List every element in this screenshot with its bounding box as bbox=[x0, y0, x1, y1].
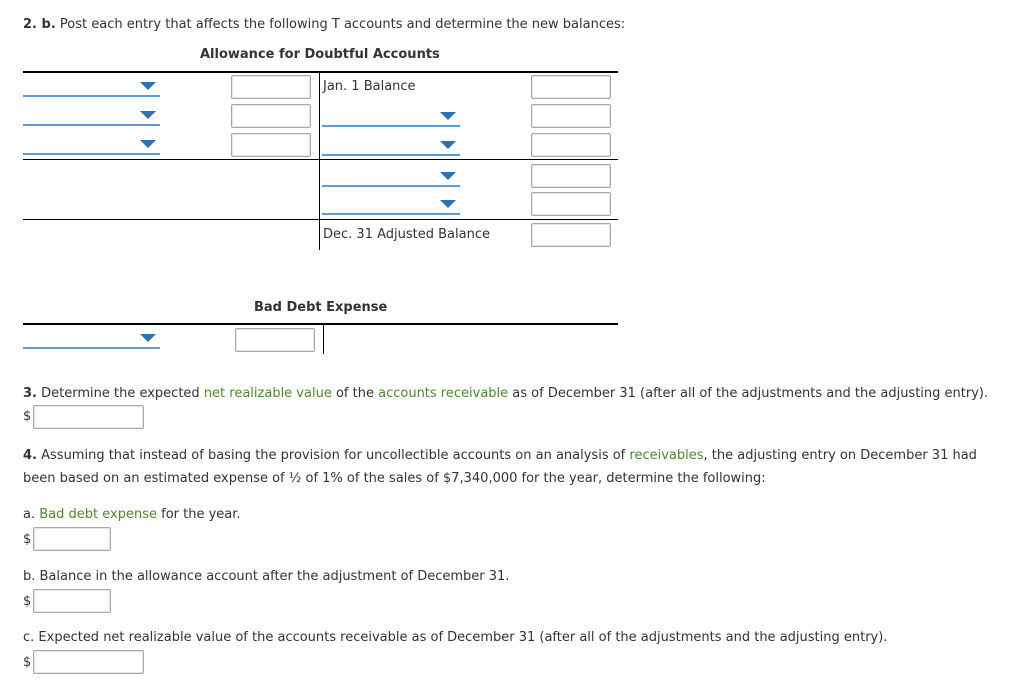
receivables-link[interactable]: receivables bbox=[629, 448, 704, 463]
net-realizable-value-link[interactable]: net realizable value bbox=[203, 386, 332, 401]
part-2b-number: 2. b. bbox=[23, 17, 56, 32]
question-3-number: 3. bbox=[23, 386, 37, 401]
allowance-debit-amount-3[interactable] bbox=[231, 133, 311, 157]
chevron-down-icon bbox=[440, 200, 456, 208]
question-4-text-1: Assuming that instead of basing the provision for uncollectible accounts on an analysis of bbox=[41, 448, 626, 463]
part-2b-instruction: Post each entry that affects the following T accounts and determine the new balances: bbox=[59, 17, 626, 32]
allowance-t-top-line bbox=[23, 71, 618, 73]
part-2b-heading bbox=[23, 17, 625, 33]
question-3-text-1: Determine the expected bbox=[41, 386, 200, 401]
allowance-debit-account-select-2[interactable] bbox=[23, 108, 160, 126]
allowance-debit-amount-1[interactable] bbox=[231, 75, 311, 99]
allowance-credit-amount-2[interactable] bbox=[531, 133, 611, 157]
allowance-dec-31-balance-amount[interactable] bbox=[531, 223, 611, 247]
question-4a-answer-input[interactable] bbox=[33, 527, 111, 551]
currency-symbol: $ bbox=[23, 655, 32, 670]
allowance-subtotal-line bbox=[23, 159, 618, 160]
bad-debt-debit-amount[interactable] bbox=[235, 328, 315, 352]
currency-symbol: $ bbox=[23, 532, 32, 547]
question-4a-text bbox=[23, 507, 241, 523]
allowance-credit-account-select-1[interactable] bbox=[322, 109, 460, 127]
bad-debt-expense-title: Bad Debt Expense bbox=[254, 300, 388, 315]
allowance-credit-amount-3[interactable] bbox=[531, 164, 611, 188]
allowance-credit-account-select-2[interactable] bbox=[322, 138, 460, 156]
jan-1-balance-label: Jan. 1 Balance bbox=[323, 79, 416, 94]
chevron-down-icon bbox=[140, 334, 156, 342]
dec-31-adjusted-balance-label: Dec. 31 Adjusted Balance bbox=[323, 227, 490, 242]
question-4c-text: c. Expected net realizable value of the accounts receivable as of December 31 (after all of the adjustments and the adjusting entry). bbox=[23, 630, 888, 645]
allowance-account-title: Allowance for Doubtful Accounts bbox=[200, 47, 440, 62]
bad-debt-debit-account-select[interactable] bbox=[23, 331, 160, 349]
allowance-jan-1-balance-amount[interactable] bbox=[531, 75, 611, 99]
currency-symbol: $ bbox=[23, 594, 32, 609]
question-4-line-2: been based on an estimated expense of ½ of 1% of the sales of $7,340,000 for the year, determine the following: bbox=[23, 471, 766, 486]
question-4-line-1 bbox=[23, 448, 977, 464]
allowance-debit-amount-2[interactable] bbox=[231, 104, 311, 128]
bad-debt-t-top-line bbox=[23, 323, 618, 325]
question-4-text-2: , the adjusting entry on December 31 had bbox=[703, 448, 977, 463]
question-4a-label: a. bbox=[23, 507, 36, 522]
allowance-t-center-line bbox=[319, 72, 320, 250]
chevron-down-icon bbox=[140, 140, 156, 148]
bad-debt-expense-link[interactable]: Bad debt expense bbox=[39, 507, 157, 522]
chevron-down-icon bbox=[440, 112, 456, 120]
allowance-credit-amount-4[interactable] bbox=[531, 192, 611, 216]
allowance-credit-account-select-4[interactable] bbox=[322, 197, 460, 215]
question-3-text-2: of the bbox=[335, 386, 374, 401]
chevron-down-icon bbox=[140, 82, 156, 90]
bad-debt-t-center-line bbox=[323, 324, 324, 354]
question-4-number: 4. bbox=[23, 448, 37, 463]
question-4b-text: b. Balance in the allowance account after the adjustment of December 31. bbox=[23, 569, 510, 584]
currency-symbol: $ bbox=[23, 409, 32, 424]
chevron-down-icon bbox=[440, 141, 456, 149]
question-3-answer-input[interactable] bbox=[33, 405, 144, 429]
question-3-text-3: as of December 31 (after all of the adjustments and the adjusting entry). bbox=[512, 386, 989, 401]
accounts-receivable-link[interactable]: accounts receivable bbox=[378, 386, 509, 401]
allowance-credit-account-select-3[interactable] bbox=[322, 169, 460, 187]
allowance-total-line bbox=[23, 219, 618, 220]
allowance-debit-account-select-3[interactable] bbox=[23, 137, 160, 155]
question-4a-text-rest: for the year. bbox=[161, 507, 241, 522]
question-4b-answer-input[interactable] bbox=[33, 589, 111, 613]
allowance-credit-amount-1[interactable] bbox=[531, 104, 611, 128]
question-3-text bbox=[23, 386, 988, 402]
chevron-down-icon bbox=[140, 111, 156, 119]
question-4c-answer-input[interactable] bbox=[33, 650, 144, 674]
allowance-debit-account-select-1[interactable] bbox=[23, 79, 160, 97]
chevron-down-icon bbox=[440, 172, 456, 180]
